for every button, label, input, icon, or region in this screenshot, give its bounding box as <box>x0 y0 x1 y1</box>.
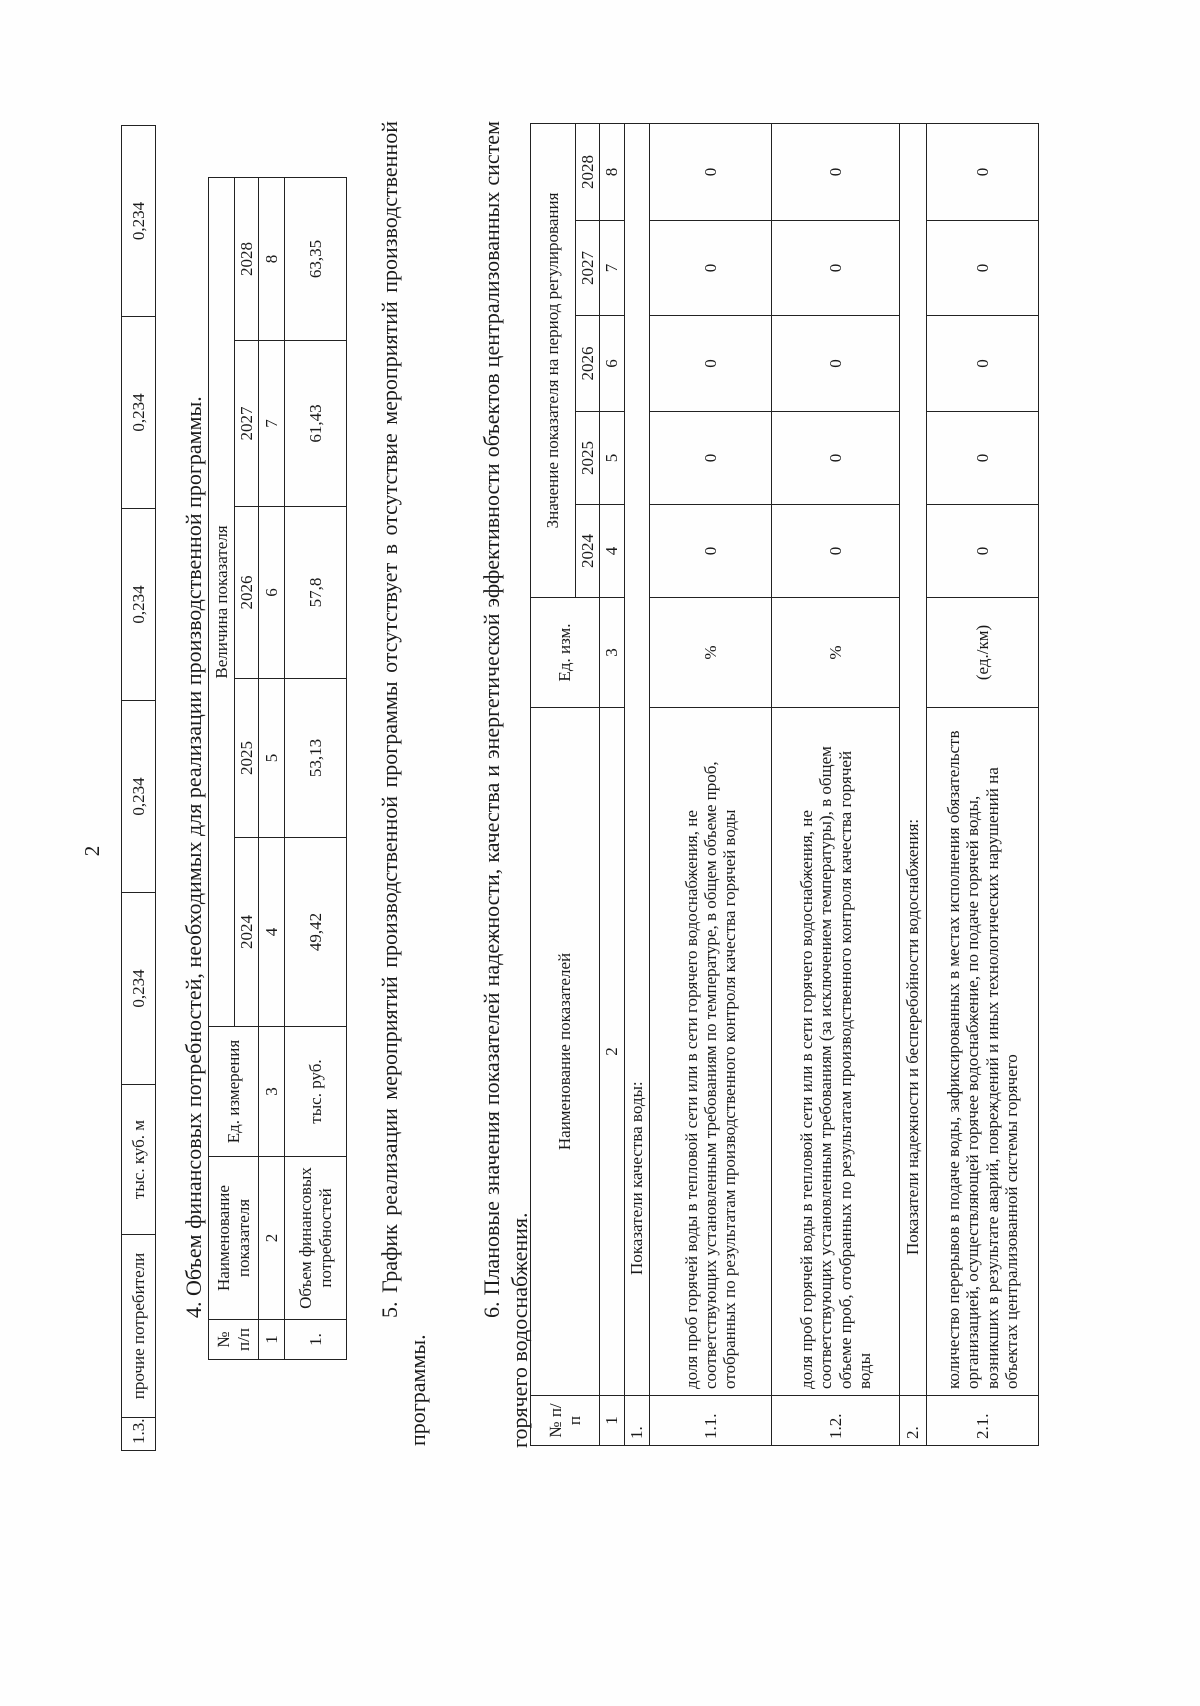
index-cell: 6 <box>600 316 625 412</box>
row-unit: % <box>650 598 772 708</box>
value-2025: 0,234 <box>122 701 156 893</box>
index-cell: 4 <box>259 838 285 1027</box>
row-number: 1.2. <box>772 1396 900 1446</box>
group-row-quality <box>625 124 650 1446</box>
header-year: 2027 <box>576 221 600 316</box>
value-2028: 0 <box>927 124 1039 221</box>
value-2027: 0 <box>772 221 900 316</box>
value-2027: 0,234 <box>122 317 156 509</box>
header-year: 2026 <box>235 507 259 679</box>
section-5-text: 5. График реализации мероприятий производственной программы отсутствует в отсутствие мероприятий производственной программы. <box>377 121 431 1446</box>
table-row <box>927 124 1039 1446</box>
value-2026: 0,234 <box>122 509 156 701</box>
table-row <box>122 126 156 1451</box>
index-cell: 7 <box>259 341 285 507</box>
header-year: 2028 <box>576 124 600 221</box>
header-year: 2025 <box>235 679 259 838</box>
header-year: 2024 <box>235 838 259 1027</box>
index-cell: 5 <box>259 679 285 838</box>
value-2024: 0 <box>650 505 772 598</box>
index-cell: 2 <box>259 1157 285 1320</box>
value-2026: 0 <box>772 316 900 412</box>
index-cell: 4 <box>600 505 625 598</box>
value-2028: 0 <box>772 124 900 221</box>
value-2026: 0 <box>650 316 772 412</box>
index-cell: 3 <box>600 598 625 708</box>
value-2027: 0 <box>650 221 772 316</box>
row-unit: % <box>772 598 900 708</box>
index-cell: 7 <box>600 221 625 316</box>
header-num: № п/п <box>531 1396 600 1446</box>
value-2027: 0 <box>927 221 1039 316</box>
value-2024: 49,42 <box>285 838 347 1027</box>
index-cell: 2 <box>600 708 625 1396</box>
header-unit: Ед. изм. <box>531 598 600 708</box>
index-cell: 8 <box>259 178 285 341</box>
value-2025: 53,13 <box>285 679 347 838</box>
header-group: Величина показателя <box>209 178 235 1027</box>
header-name: Наименование показателей <box>531 708 600 1396</box>
row-number: 1. <box>285 1320 347 1360</box>
value-2027: 61,43 <box>285 341 347 507</box>
row-number: 1.3. <box>122 1418 156 1451</box>
value-2028: 0,234 <box>122 126 156 317</box>
header-unit: Ед. измерения <box>209 1027 259 1157</box>
header-name: Наименование показателя <box>209 1157 259 1320</box>
value-2024: 0 <box>927 505 1039 598</box>
value-2028: 63,35 <box>285 178 347 341</box>
row-number: 2.1. <box>927 1396 1039 1446</box>
table-index-row <box>259 178 285 1360</box>
value-2028: 0 <box>650 124 772 221</box>
header-year: 2026 <box>576 316 600 412</box>
row-number: 1.1. <box>650 1396 772 1446</box>
header-num: № п/п <box>209 1320 259 1360</box>
index-cell: 8 <box>600 124 625 221</box>
row-name: прочие потребители <box>122 1235 156 1418</box>
group-title: Показатели качества воды: <box>625 124 650 1396</box>
row-unit: тыс. руб. <box>285 1027 347 1157</box>
index-cell: 3 <box>259 1027 285 1157</box>
row-unit: (ед./км) <box>927 598 1039 708</box>
group-row-reliability <box>900 124 927 1446</box>
row-name: доля проб горячей воды в тепловой сети или в сети горячего водоснабжения, не соответствующих установленным требованиям (за исключением температуры), в общем объеме проб, отобранных по результатам производственного контроля качества горячей воды <box>772 708 900 1396</box>
value-2026: 57,8 <box>285 507 347 679</box>
index-cell: 5 <box>600 412 625 505</box>
group-number: 1. <box>625 1396 650 1446</box>
indicators-table <box>530 123 1039 1446</box>
table-row <box>285 178 347 1360</box>
header-group: Значение показателя на период регулирования <box>531 124 576 598</box>
group-number: 2. <box>900 1396 927 1446</box>
consumers-table <box>121 125 156 1451</box>
table-index-row <box>600 124 625 1446</box>
table-header-row <box>209 178 235 1360</box>
row-name: Объем финансовых потребностей <box>285 1157 347 1320</box>
value-2025: 0 <box>650 412 772 505</box>
financial-needs-table <box>208 177 347 1360</box>
value-2026: 0 <box>927 316 1039 412</box>
value-2025: 0 <box>772 412 900 505</box>
value-2025: 0 <box>927 412 1039 505</box>
section-4-title: 4. Объем финансовых потребностей, необходимых для реализации производственной программы. <box>181 396 206 1318</box>
header-year: 2024 <box>576 505 600 598</box>
page-number: 2 <box>80 845 104 857</box>
index-cell: 1 <box>600 1396 625 1446</box>
group-title: Показатели надежности и бесперебойности водоснабжения: <box>900 124 927 1396</box>
index-cell: 6 <box>259 507 285 679</box>
index-cell: 1 <box>259 1320 285 1360</box>
table-row <box>772 124 900 1446</box>
section-6-text: 6. Плановые значения показателей надежности, качества и энергетической эффективности объектов централизованных систем горячего водоснабжения. <box>479 121 533 1448</box>
header-year: 2027 <box>235 341 259 507</box>
header-year: 2025 <box>576 412 600 505</box>
table-header-row <box>531 124 576 1446</box>
row-name: количество перерывов в подаче воды, зафиксированных в местах исполнения обязательств организацией, осуществляющей горячее водоснабжение, по подаче горячей воды, возникших в результате аварий, повреждений и иных технологических нарушений на объектах централизованной системы горячего <box>927 708 1039 1396</box>
row-name: доля проб горячей воды в тепловой сети или в сети горячего водоснабжения, не соответствующих установленным требованиям по температуре, в общем объеме проб, отобранных по результатам производственного контроля качества горячей воды <box>650 708 772 1396</box>
value-2024: 0,234 <box>122 893 156 1085</box>
value-2024: 0 <box>772 505 900 598</box>
row-unit: тыс. куб. м <box>122 1085 156 1235</box>
table-row <box>650 124 772 1446</box>
header-year: 2028 <box>235 178 259 341</box>
